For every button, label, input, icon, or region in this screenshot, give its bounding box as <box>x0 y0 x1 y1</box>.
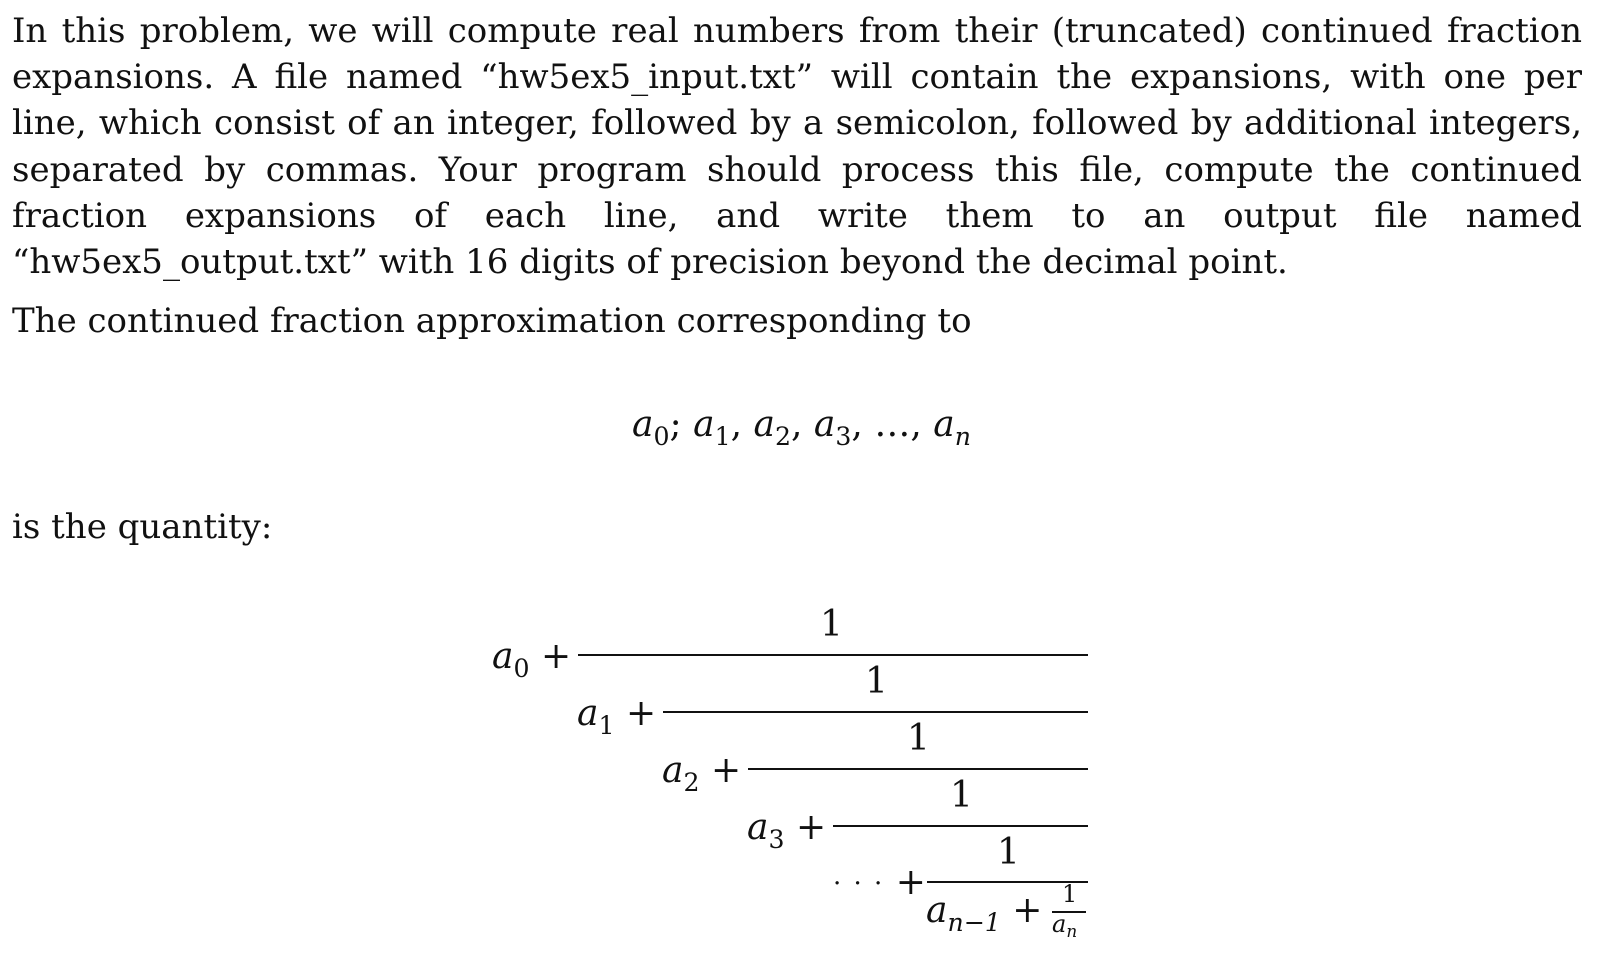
final-numerator: 1 <box>1062 880 1078 908</box>
term-a-n-minus-1: $a_{n-1}$ + <box>926 890 1043 937</box>
term-a0: $a_0$ + <box>492 636 572 683</box>
numerator-level-3: 1 <box>950 775 973 816</box>
numerator-level-4: 1 <box>997 832 1020 873</box>
quantity-paragraph: is the quantity: <box>12 507 273 547</box>
final-denominator: $a_n$ <box>1052 910 1078 942</box>
intro-paragraph: In this problem, we will compute real numbers from their (truncated) continued fraction expansions. A file named “hw5ex5_input.txt” will contain the expansions, with one per line, which consist of an integer, followed by a semicolon, followed by additional integers, separated by commas. Your program should process this file, compute the continued fraction expansions of each line, and write them to an output file named “hw5ex5_output.txt” with 16 digits of precision beyond the decimal point. <box>12 11 1582 283</box>
fraction-bar-0 <box>578 654 1088 656</box>
numerator-level-1: 1 <box>865 661 888 702</box>
lead-in-paragraph: The continued fraction approximation corresponding to <box>12 301 972 341</box>
fraction-bar-1 <box>663 711 1088 713</box>
term-a3: $a_3$ + <box>747 807 827 854</box>
numerator-level-2: 1 <box>907 718 930 759</box>
sequence-formula: $a_0$; $a_1$, $a_2$, $a_3$, …, $a_n$ <box>632 404 971 451</box>
numerator-level-0: 1 <box>820 604 843 645</box>
term-dots: · · · + <box>833 862 926 903</box>
term-a2: $a_2$ + <box>662 750 742 797</box>
fraction-bar-3 <box>833 825 1088 827</box>
fraction-bar-2 <box>748 768 1088 770</box>
term-a1: $a_1$ + <box>577 693 657 740</box>
